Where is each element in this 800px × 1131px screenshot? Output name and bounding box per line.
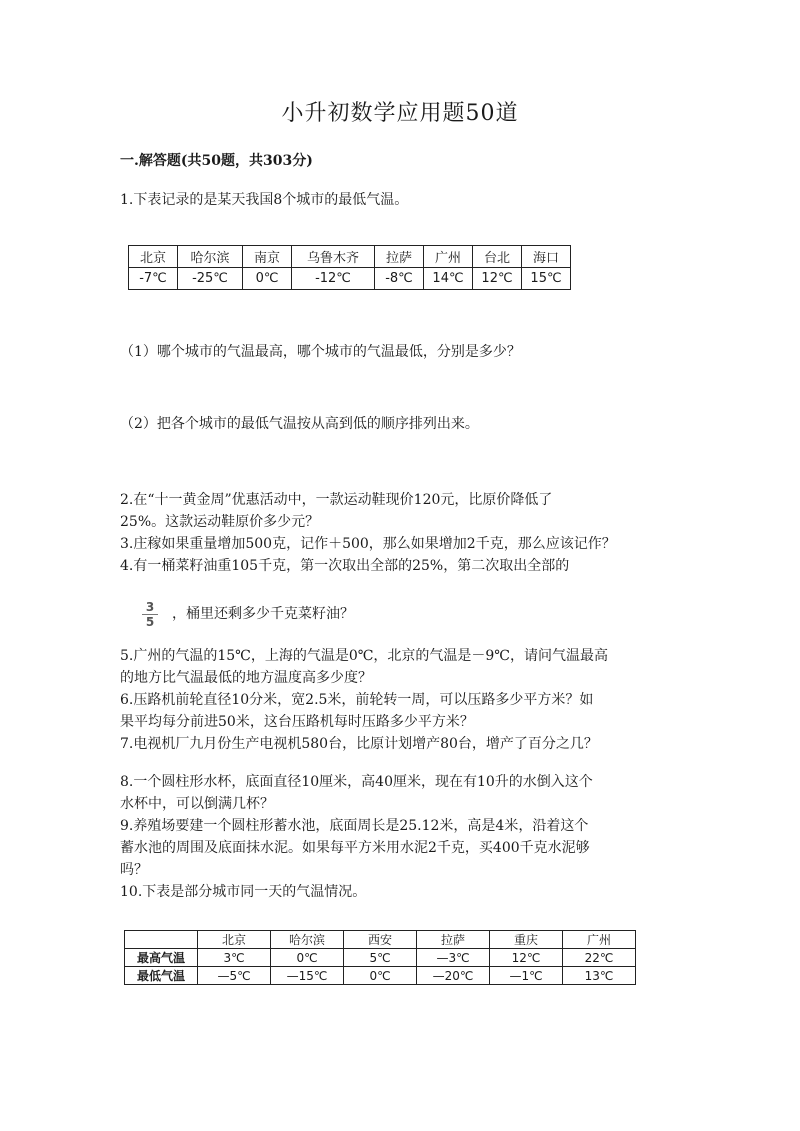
table-cell: 14℃ bbox=[424, 268, 473, 290]
q6-line-2: 果平均每分前进50米，这台压路机每时压路多少平方米？ bbox=[120, 714, 474, 730]
q7-text: 7.电视机厂九月份生产电视机580台，比原计划增产80台，增产了百分之几？ bbox=[120, 736, 598, 752]
q1-stem: 1.下表记录的是某天我国8个城市的最低气温。 bbox=[120, 192, 409, 208]
table-cell-empty bbox=[125, 931, 198, 949]
q1-table-row-cities bbox=[129, 246, 571, 268]
q4-line-1: 4.有一桶菜籽油重105千克，第一次取出全部的25%，第二次取出全部的 bbox=[120, 558, 570, 574]
q10-temperature-table bbox=[124, 930, 636, 985]
q4-line-2: ，桶里还剩多少千克菜籽油？ bbox=[172, 606, 354, 622]
table-cell: 广州 bbox=[563, 931, 636, 949]
table-cell: 拉萨 bbox=[417, 931, 490, 949]
q4-fraction bbox=[142, 600, 158, 629]
q1-table-row-temps bbox=[129, 268, 571, 290]
table-cell: 22℃ bbox=[563, 949, 636, 967]
table-cell: 乌鲁木齐 bbox=[292, 246, 375, 268]
table-cell: —15℃ bbox=[271, 967, 344, 985]
table-cell: 0℃ bbox=[243, 268, 292, 290]
q10-stem: 10.下表是部分城市同一天的气温情况。 bbox=[120, 884, 367, 900]
table-cell: —5℃ bbox=[198, 967, 271, 985]
table-cell: 15℃ bbox=[522, 268, 571, 290]
q6-line-1: 6.压路机前轮直径10分米，宽2.5米，前轮转一周，可以压路多少平方米？如 bbox=[120, 692, 594, 708]
table-cell: 0℃ bbox=[271, 949, 344, 967]
table-cell: 西安 bbox=[344, 931, 417, 949]
table-cell: 台北 bbox=[473, 246, 522, 268]
page-title: 小升初数学应用题50道 bbox=[281, 101, 519, 126]
q5-line-2: 的地方比气温最低的地方温度高多少度？ bbox=[120, 670, 372, 686]
q9-line-1: 9.养殖场要建一个圆柱形蓄水池，底面周长是25.12米，高是4米，沿着这个 bbox=[120, 818, 589, 834]
q10-table-row-low bbox=[125, 967, 636, 985]
q10-table-header-row bbox=[125, 931, 636, 949]
q9-line-3: 吗？ bbox=[120, 862, 148, 878]
q2-line-2: 25%。这款运动鞋原价多少元？ bbox=[120, 514, 320, 530]
table-cell: -12℃ bbox=[292, 268, 375, 290]
table-cell: 哈尔滨 bbox=[178, 246, 243, 268]
table-cell: 13℃ bbox=[563, 967, 636, 985]
q9-line-2: 蓄水池的周围及底面抹水泥。如果每平方米用水泥2千克，买400千克水泥够 bbox=[120, 840, 590, 856]
table-cell: -8℃ bbox=[375, 268, 424, 290]
q3-text: 3.庄稼如果重量增加500克，记作＋500，那么如果增加2千克，那么应该记作？ bbox=[120, 536, 616, 552]
table-cell: -25℃ bbox=[178, 268, 243, 290]
section-heading: 一.解答题(共50题，共303分) bbox=[120, 153, 313, 169]
q5-line-1: 5.广州的气温的15℃，上海的气温是0℃，北京的气温是－9℃，请问气温最高 bbox=[120, 648, 608, 664]
table-cell: 3℃ bbox=[198, 949, 271, 967]
table-cell: —20℃ bbox=[417, 967, 490, 985]
table-cell: 广州 bbox=[424, 246, 473, 268]
table-cell: 北京 bbox=[198, 931, 271, 949]
table-cell: —3℃ bbox=[417, 949, 490, 967]
q8-line-1: 8.一个圆柱形水杯，底面直径10厘米，高40厘米，现在有10升的水倒入这个 bbox=[120, 774, 593, 790]
table-cell: 南京 bbox=[243, 246, 292, 268]
table-cell: 重庆 bbox=[490, 931, 563, 949]
table-cell: 哈尔滨 bbox=[271, 931, 344, 949]
q2-line-1: 2.在“十一黄金周”优惠活动中，一款运动鞋现价120元，比原价降低了 bbox=[120, 492, 553, 508]
table-cell: 0℃ bbox=[344, 967, 417, 985]
q1-sub2: （2）把各个城市的最低气温按从高到低的顺序排列出来。 bbox=[120, 416, 479, 432]
q10-table-row-high bbox=[125, 949, 636, 967]
q8-line-2: 水杯中，可以倒满几杯？ bbox=[120, 796, 274, 812]
row-header: 最低气温 bbox=[125, 967, 198, 985]
table-cell: 12℃ bbox=[473, 268, 522, 290]
q1-temperature-table bbox=[128, 245, 571, 290]
fraction-numerator: 3 bbox=[142, 600, 158, 615]
table-cell: 5℃ bbox=[344, 949, 417, 967]
table-cell: 12℃ bbox=[490, 949, 563, 967]
table-cell: —1℃ bbox=[490, 967, 563, 985]
table-cell: -7℃ bbox=[129, 268, 178, 290]
row-header: 最高气温 bbox=[125, 949, 198, 967]
table-cell: 北京 bbox=[129, 246, 178, 268]
table-cell: 海口 bbox=[522, 246, 571, 268]
table-cell: 拉萨 bbox=[375, 246, 424, 268]
q1-sub1: （1）哪个城市的气温最高，哪个城市的气温最低，分别是多少？ bbox=[120, 344, 521, 360]
fraction-denominator: 5 bbox=[145, 615, 155, 629]
